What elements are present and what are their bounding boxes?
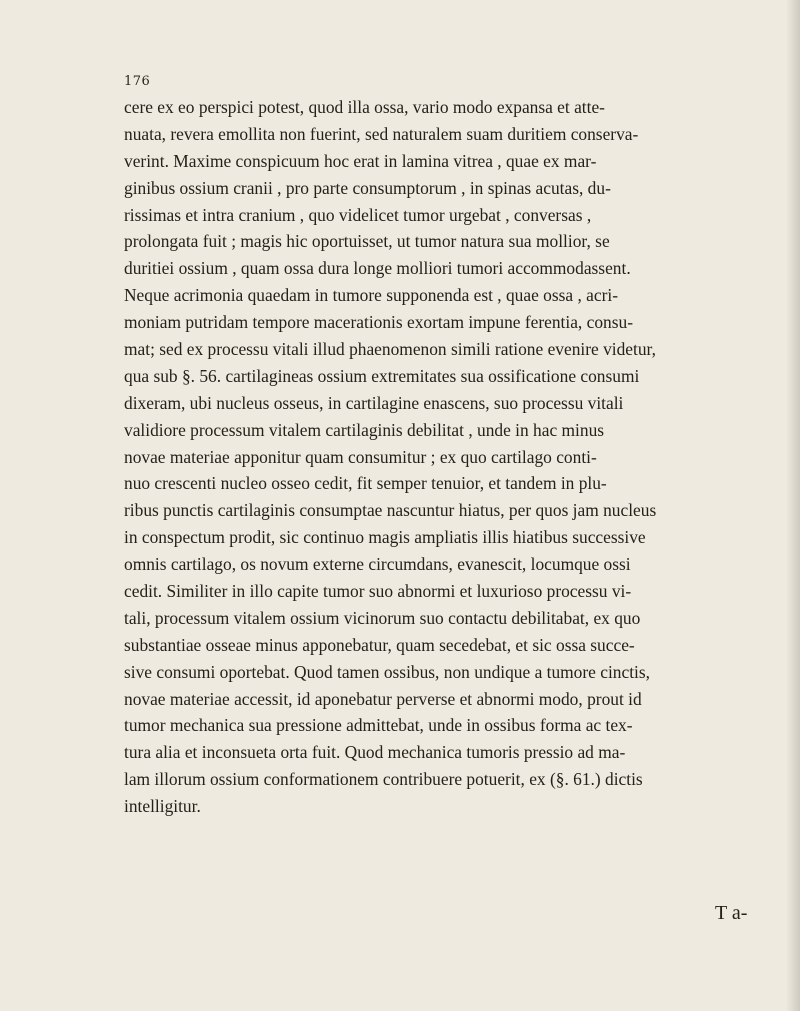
text-line: moniam putridam tempore macerationis exortam impune ferentia, consu-	[124, 312, 633, 333]
text-line: cere ex eo perspici potest, quod illa ossa, vario modo expansa et atte-	[124, 97, 605, 117]
catchword: T a-	[715, 902, 748, 924]
text-line: novae materiae accessit, id aponebatur perverse et abnormi modo, prout id	[124, 688, 642, 709]
text-line: mat; sed ex processu vitali illud phaenomenon simili ratione evenire videtur,	[124, 339, 656, 360]
text-line: substantiae osseae minus apponebatur, quam secedebat, et sic ossa succe-	[124, 634, 635, 655]
text-line: nuata, revera emollita non fuerint, sed naturalem suam duritiem conserva-	[124, 123, 639, 144]
text-line: duritiei ossium , quam ossa dura longe molliori tumori accommodassent.	[124, 258, 631, 279]
text-line: ribus punctis cartilaginis consumptae nascuntur hiatus, per quos jam nucleus	[124, 500, 657, 521]
body-text	[124, 94, 790, 820]
text-line: lam illorum ossium conformationem contribuere potuerit, ex (§. 61.) dictis	[124, 769, 643, 790]
text-line: qua sub §. 56. cartilagineas ossium extremitates sua ossificatione consumi	[124, 365, 640, 386]
text-line: tumor mechanica sua pressione admittebat, unde in ossibus forma ac tex-	[124, 715, 633, 736]
text-line: cedit. Similiter in illo capite tumor suo abnormi et luxurioso processu vi-	[124, 581, 632, 602]
text-line: nuo crescenti nucleo osseo cedit, fit semper tenuior, et tandem in plu-	[124, 473, 607, 494]
text-line: verint. Maxime conspicuum hoc erat in lamina vitrea , quae ex mar-	[124, 150, 597, 171]
page-number: 176	[124, 74, 151, 89]
text-line: ginibus ossium cranii , pro parte consumptorum , in spinas acutas, du-	[124, 177, 611, 198]
text-line: tali, processum vitalem ossium vicinorum suo contactu debilitabat, ex quo	[124, 607, 641, 628]
text-line: validiore processum vitalem cartilaginis debilitat , unde in hac minus	[124, 419, 605, 440]
text-line: rissimas et intra cranium , quo videlicet tumor urgebat , conversas ,	[124, 204, 592, 225]
text-line: in conspectum prodit, sic continuo magis ampliatis illis hiatibus successive	[124, 527, 646, 548]
text-line: dixeram, ubi nucleus osseus, in cartilagine enascens, suo processu vitali	[124, 392, 624, 413]
text-line: intelligitur.	[124, 796, 201, 817]
text-line: Neque acrimonia quaedam in tumore supponenda est , quae ossa , acri-	[124, 285, 619, 306]
text-line: tura alia et inconsueta orta fuit. Quod mechanica tumoris pressio ad ma-	[124, 742, 626, 763]
text-line: prolongata fuit ; magis hic oportuisset, ut tumor natura sua mollior, se	[124, 231, 610, 252]
text-line: sive consumi oportebat. Quod tamen ossibus, non undique a tumore cinctis,	[124, 661, 650, 682]
text-line: omnis cartilago, os novum externe circumdans, evanescit, locumque ossi	[124, 554, 631, 575]
text-line: novae materiae apponitur quam consumitur ; ex quo cartilago conti-	[124, 446, 597, 467]
